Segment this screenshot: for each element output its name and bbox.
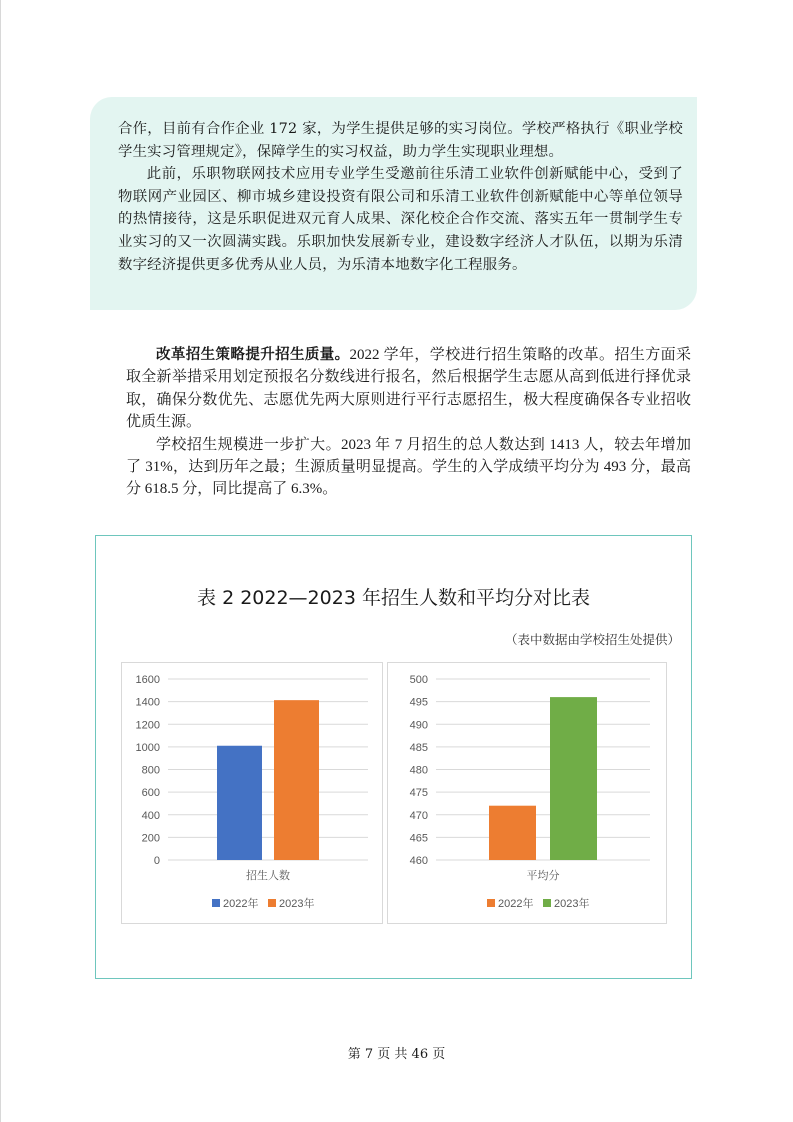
body-paragraph-1-text: 2022 学年，学校进行招生策略的改革。招生方面采取全新举措采用划定预报名分数线进行报名，然后根据学生志愿从高到低进行择优录取，确保分数优先、志愿优先两大原则进行平行志愿招生，极大程度确保各专业招收优质生源。 <box>126 347 691 431</box>
legend-swatch <box>268 899 276 907</box>
y-tick-label: 490 <box>409 719 428 732</box>
bar-2022年 <box>489 806 536 860</box>
body-paragraph-2: 学校招生规模进一步扩大。2023 年 7 月招生的总人数达到 1413 人，较去年增加了 31%，达到历年之最；生源质量明显提高。学生的入学成绩平均分为 493 分，最高分 618.5 分，同比提高了 6.3%。 <box>126 436 691 498</box>
y-tick-label: 1200 <box>135 719 160 732</box>
y-tick-label: 1000 <box>135 741 160 754</box>
enrollment-chart-svg <box>122 663 382 923</box>
y-tick-label: 465 <box>409 832 428 845</box>
y-tick-label: 475 <box>409 787 428 800</box>
y-tick-label: 0 <box>153 855 160 867</box>
figure-title: 表 2 2022—2023 年招生人数和平均分对比表 <box>197 587 590 609</box>
enrollment-chart <box>121 662 383 924</box>
y-tick-label: 600 <box>141 787 160 800</box>
body-text <box>126 344 691 501</box>
y-tick-label: 485 <box>409 741 428 754</box>
legend-label: 2022年 <box>223 898 259 910</box>
page-footer: 第 7 页 共 46 页 <box>347 1047 446 1062</box>
y-tick-label: 500 <box>409 674 428 686</box>
figure-source-note: （表中数据由学校招生处提供） <box>504 632 680 647</box>
x-axis-label: 平均分 <box>526 870 560 882</box>
body-paragraph-1 <box>126 344 691 434</box>
y-tick-label: 495 <box>409 696 428 709</box>
average-score-chart-svg <box>388 663 666 923</box>
x-axis-label: 招生人数 <box>246 870 290 882</box>
y-tick-label: 460 <box>409 855 428 867</box>
callout-paragraph-1: 合作，目前有合作企业 172 家，为学生提供足够的实习岗位。学校严格执行《职业学校学生实习管理规定》，保障学生的实习权益，助力学生实现职业理想。 <box>118 121 683 160</box>
y-tick-label: 400 <box>141 809 160 822</box>
y-tick-label: 1400 <box>135 696 160 709</box>
y-tick-label: 480 <box>409 764 428 777</box>
page-edge <box>0 0 1 1122</box>
y-tick-label: 200 <box>141 832 160 845</box>
average-score-chart <box>387 662 667 924</box>
bar-2023年 <box>550 697 597 860</box>
legend-swatch <box>543 899 551 907</box>
legend-swatch <box>212 899 220 907</box>
lead-heading: 改革招生策略提升招生质量。 <box>156 347 350 363</box>
y-tick-label: 800 <box>141 764 160 777</box>
y-tick-label: 470 <box>409 809 428 822</box>
bar-2023年 <box>274 700 319 860</box>
bar-2022年 <box>217 746 262 860</box>
legend-label: 2023年 <box>279 898 315 910</box>
legend-label: 2023年 <box>554 898 590 910</box>
y-tick-label: 1600 <box>135 674 160 686</box>
legend-label: 2022年 <box>498 898 534 910</box>
callout-paragraph-2: 此前，乐职物联网技术应用专业学生受邀前往乐清工业软件创新赋能中心，受到了物联网产业园区、柳市城乡建设投资有限公司和乐清工业软件创新赋能中心等单位领导的热情接待，这是乐职促进双元育人成果、深化校企合作交流、落实五年一贯制学生专业实习的又一次圆满实践。乐职加快发展新专业，建设数字经济人才队伍，以期为乐清数字经济提供更多优秀从业人员，为乐清本地数字化工程服务。 <box>118 166 683 273</box>
callout-text <box>118 118 683 276</box>
legend-swatch <box>487 899 495 907</box>
